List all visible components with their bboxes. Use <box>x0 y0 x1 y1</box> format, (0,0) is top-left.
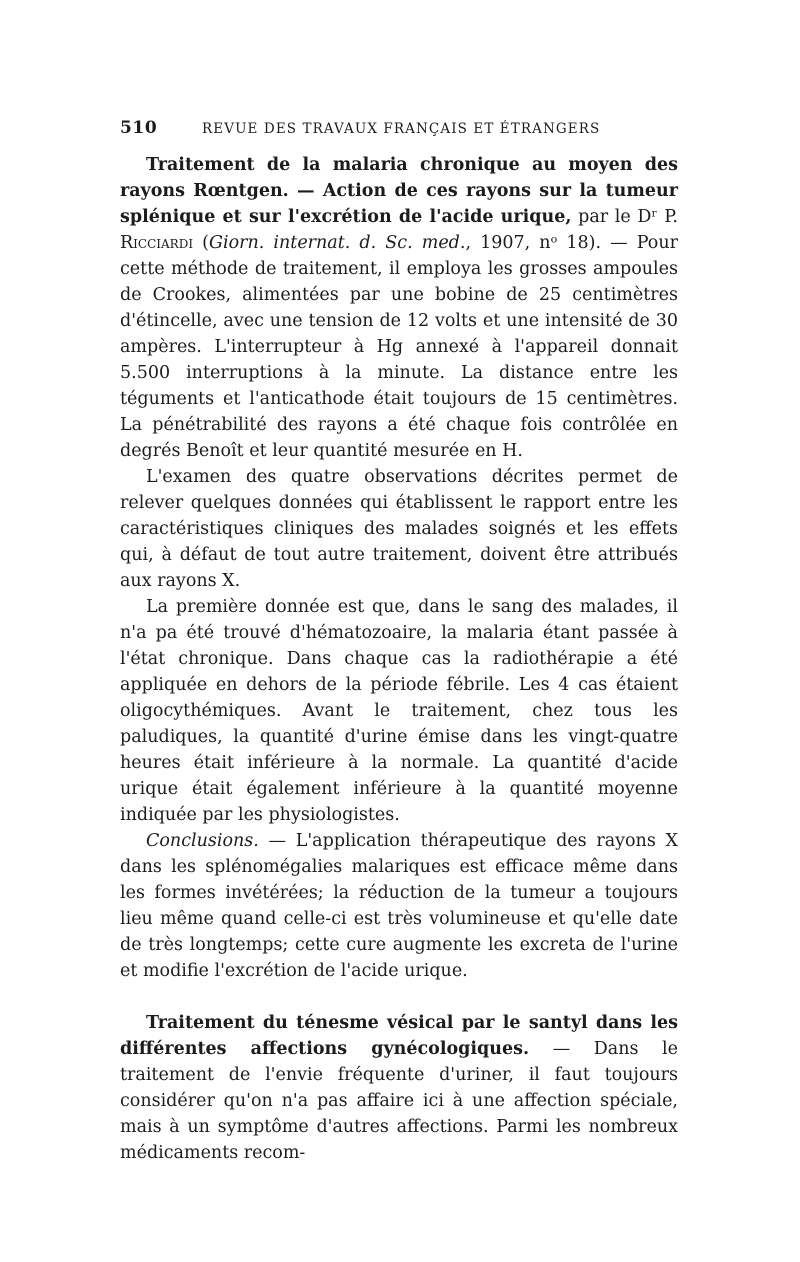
source-open: ( <box>193 233 210 253</box>
author-name: Ricciardi <box>120 233 194 253</box>
article-2-paragraph-1 <box>120 1010 678 1166</box>
article-2-body: — Dans le traitement de l'envie fréquente d'uriner, il faut toujours considérer qu'on n'a pas affaire ici à une affection spéciale, mais à un symptôme d'autres affections. Parmi les nombreux médicaments recom- <box>120 1039 679 1163</box>
author-prefix: par le Dʳ P. <box>571 207 679 227</box>
article-1-conclusions <box>120 828 678 984</box>
article-2-title: Traitement du ténesme vésical par le santyl dans les différentes affections gynécologiques. <box>120 1013 678 1059</box>
book-page <box>120 118 678 1166</box>
journal-title: REVUE DES TRAVAUX FRANÇAIS ET ÉTRANGERS <box>202 121 601 137</box>
conclusions-text: — L'application thérapeutique des rayons X dans les splénomégalies malariques est efficace même dans les formes invétérées; la réduction de la tumeur a toujours lieu même quand celle-ci est très volumineuse et qu'elle date de très longtemps; cette cure augmente les excreta de l'urine et modifie l'excrétion de l'acide urique. <box>120 831 678 981</box>
page-number: 510 <box>120 118 158 138</box>
source-details: , 1907, nᵒ 18). <box>465 233 602 253</box>
article-1-paragraph-1 <box>120 152 678 464</box>
article-1-paragraph-3: La première donnée est que, dans le sang des malades, il n'a pa été trouvé d'hématozoaire, la malaria étant passée à l'état chronique. Dans chaque cas la radiothérapie a été appliquée en dehors de la période fébrile. Les 4 cas étaient oligocythémiques. Avant le traitement, chez tous les paludiques, la quantité d'urine émise dans les vingt-quatre heures était inférieure à la normale. La quantité d'acide urique était également inférieure à la quantité moyenne indiquée par les physiologistes. <box>120 597 678 825</box>
article-1-body: — Pour cette méthode de traitement, il employa les grosses ampoules de Crookes, alimentées par une bobine de 25 centimètres d'étincelle, avec une tension de 12 volts et une intensité de 30 ampères. L'interrupteur à Hg annexé à l'appareil donnait 5.500 interruptions à la minute. La distance entre les téguments et l'anticathode était toujours de 15 centimètres. La pénétrabilité des rayons a été chaque fois contrôlée en degrés Benoît et leur quantité mesurée en H. <box>120 233 678 461</box>
conclusions-label: Conclusions. <box>146 831 259 851</box>
article-1-title: Traitement de la malaria chronique au moyen des rayons Rœntgen. — Action de ces rayons sur la tumeur splénique et sur l'excrétion de l'acide urique, <box>120 155 678 227</box>
running-head <box>120 118 678 138</box>
source-journal: Giorn. internat. d. Sc. med. <box>209 233 466 253</box>
article-1-paragraph-2: L'examen des quatre observations décrites permet de relever quelques données qui établissent le rapport entre les caractéristiques cliniques des malades soignés et les effets qui, à défaut de tout autre traitement, doivent être attribués aux rayons X. <box>120 467 678 591</box>
